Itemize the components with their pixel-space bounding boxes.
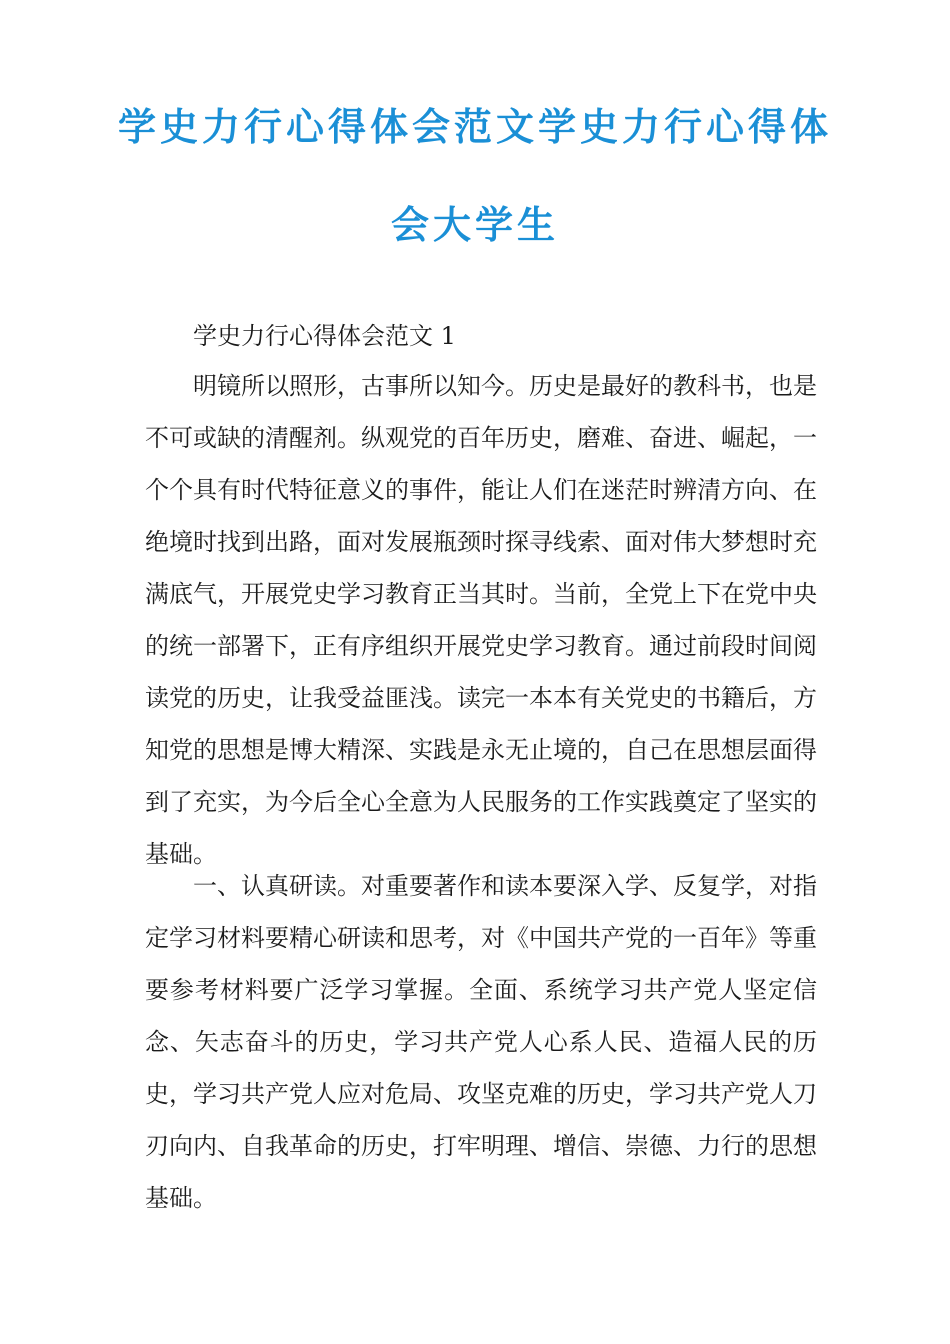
paragraph-1-container [145,360,817,880]
document-title-line-2: 会大学生 [390,202,559,247]
paragraph-2-container [145,860,817,1224]
paragraph: 一、认真研读。对重要著作和读本要深入学、反复学，对指定学习材料要精心研读和思考，对《中国共产党的一百年》等重要参考材料要广泛学习掌握。全面、系统学习共产党人坚定信念、矢志奋斗的历史，学习共产党人心系人民、造福人民的历史，学习共产党人应对危局、攻坚克难的历史，学习共产党人刀刃向内、自我革命的历史，打牢明理、增信、崇德、力行的思想基础。 [145,872,817,1212]
section-heading: 学史力行心得体会范文 1 [193,322,456,350]
paragraph: 明镜所以照形，古事所以知今。历史是最好的教科书，也是不可或缺的清醒剂。纵观党的百年历史，磨难、奋进、崛起，一个个具有时代特征意义的事件，能让人们在迷茫时辨清方向、在绝境时找到出路，面对发展瓶颈时探寻线索、面对伟大梦想时充满底气，开展党史学习教育正当其时。当前，全党上下在党中央的统一部署下，正有序组织开展党史学习教育。通过前段时间阅读党的历史，让我受益匪浅。读完一本本有关党史的书籍后，方知党的思想是博大精深、实践是永无止境的，自己在思想层面得到了充实，为今后全心全意为人民服务的工作实践奠定了坚实的基础。 [145,372,817,868]
document-title-line-1: 学史力行心得体会范文学史力行心得体 [117,104,832,149]
